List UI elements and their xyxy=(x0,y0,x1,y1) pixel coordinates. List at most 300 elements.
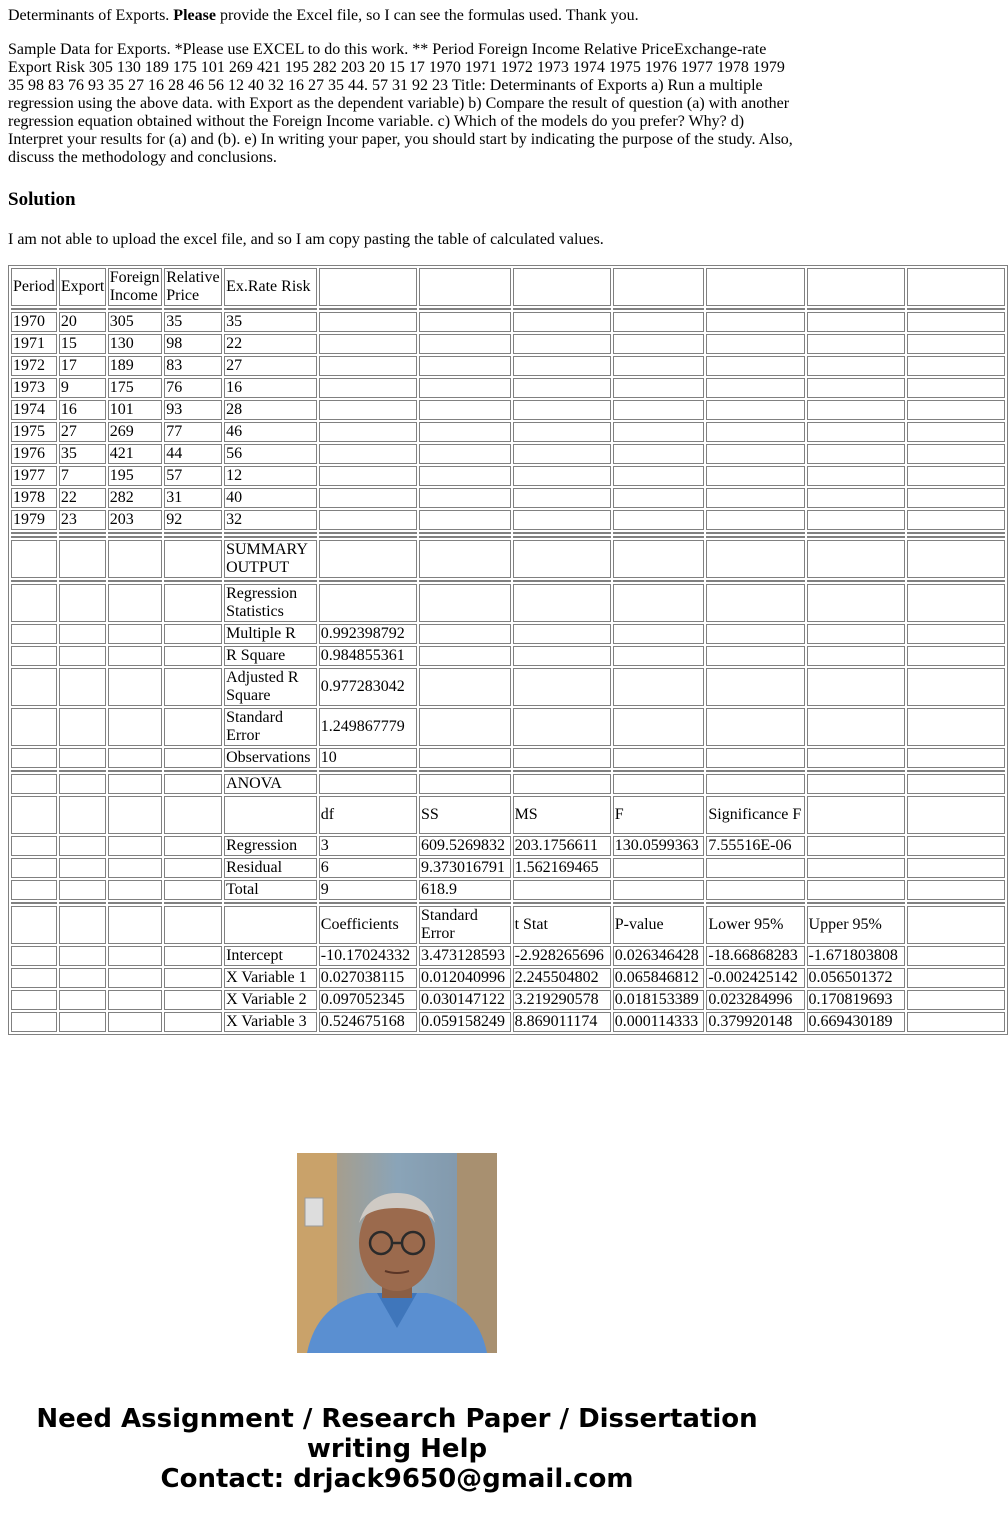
table-cell: 0.170819693 xyxy=(807,990,905,1010)
table-cell xyxy=(706,488,804,508)
table-cell xyxy=(706,400,804,420)
table-cell: 76 xyxy=(164,378,222,398)
table-cell xyxy=(613,308,705,310)
table-cell xyxy=(706,334,804,354)
table-cell: 282 xyxy=(108,488,163,508)
table-cell xyxy=(319,540,417,578)
regression-table xyxy=(8,265,1008,1035)
table-cell xyxy=(164,858,222,878)
table-cell xyxy=(59,796,106,834)
table-cell xyxy=(319,268,417,306)
table-cell: X Variable 2 xyxy=(224,990,317,1010)
table-cell xyxy=(11,540,57,578)
table-cell xyxy=(706,584,804,622)
table-cell xyxy=(108,748,163,768)
table-cell xyxy=(706,624,804,644)
table-cell xyxy=(907,540,1005,578)
table-cell xyxy=(108,540,163,578)
table-cell xyxy=(164,540,222,578)
table-cell: 0.992398792 xyxy=(319,624,417,644)
table-cell xyxy=(108,646,163,666)
table-cell: Standard Error xyxy=(224,708,317,746)
table-cell xyxy=(108,708,163,746)
table-cell: 57 xyxy=(164,466,222,486)
table-cell xyxy=(807,378,905,398)
stat-row xyxy=(11,708,1005,746)
stat-row xyxy=(11,748,1005,768)
table-cell: Relative Price xyxy=(164,268,222,306)
table-viewport xyxy=(8,265,898,1035)
table-cell xyxy=(706,378,804,398)
table-cell xyxy=(108,774,163,794)
table-cell xyxy=(108,308,163,310)
table-cell xyxy=(613,902,705,904)
table-cell: Export xyxy=(59,268,106,306)
table-cell xyxy=(319,466,417,486)
table-cell: 195 xyxy=(108,466,163,486)
table-cell xyxy=(59,646,106,666)
table-cell: Significance F xyxy=(706,796,804,834)
table-cell: 189 xyxy=(108,356,163,376)
table-cell: 28 xyxy=(224,400,317,420)
table-cell xyxy=(59,770,106,772)
promo-contact: Contact: drjack9650@gmail.com xyxy=(160,1464,634,1494)
table-cell: 1971 xyxy=(11,334,57,354)
solution-intro: I am not able to upload the excel file, and so I am copy pasting the table of calculated values. xyxy=(8,231,604,248)
table-cell: Period xyxy=(11,268,57,306)
table-cell xyxy=(807,532,905,534)
table-cell xyxy=(907,708,1005,746)
table-cell xyxy=(807,422,905,442)
table-cell xyxy=(108,836,163,856)
table-cell xyxy=(907,312,1005,332)
coefficients-header-row xyxy=(11,906,1005,944)
table-cell xyxy=(11,946,57,966)
table-cell: 0.065846812 xyxy=(613,968,705,988)
table-cell xyxy=(11,902,57,904)
table-cell xyxy=(319,584,417,622)
table-cell xyxy=(613,444,705,464)
table-cell xyxy=(907,422,1005,442)
table-cell xyxy=(164,580,222,582)
table-cell: 3 xyxy=(319,836,417,856)
table-cell xyxy=(807,488,905,508)
table-cell xyxy=(706,774,804,794)
table-cell: 0.977283042 xyxy=(319,668,417,706)
solution-heading: Solution xyxy=(8,189,76,210)
table-cell xyxy=(319,356,417,376)
table-spacer-row xyxy=(11,580,1005,582)
table-cell: 27 xyxy=(59,422,106,442)
table-cell: 20 xyxy=(59,312,106,332)
table-cell: 7.55516E-06 xyxy=(706,836,804,856)
table-cell: F xyxy=(613,796,705,834)
table-cell: 17 xyxy=(59,356,106,376)
table-cell xyxy=(419,308,511,310)
table-cell xyxy=(164,880,222,900)
table-cell xyxy=(59,708,106,746)
table-cell xyxy=(164,774,222,794)
table-cell: 1973 xyxy=(11,378,57,398)
table-cell xyxy=(419,488,511,508)
table-cell xyxy=(513,466,611,486)
table-cell xyxy=(164,836,222,856)
table-cell xyxy=(513,510,611,530)
table-cell xyxy=(807,268,905,306)
table-cell xyxy=(807,624,905,644)
data-row xyxy=(11,312,1005,332)
table-cell xyxy=(513,444,611,464)
table-cell xyxy=(513,400,611,420)
summary-output-row xyxy=(11,540,1005,578)
table-cell xyxy=(907,774,1005,794)
table-cell xyxy=(419,536,511,538)
table-cell xyxy=(108,858,163,878)
table-cell xyxy=(419,540,511,578)
table-cell: 0.027038115 xyxy=(319,968,417,988)
table-cell xyxy=(613,334,705,354)
table-cell xyxy=(807,796,905,834)
table-cell xyxy=(319,308,417,310)
table-cell xyxy=(706,540,804,578)
table-cell xyxy=(319,312,417,332)
question-title: Determinants of Exports. Please provide the Excel file, so I can see the formulas used. Thank you. xyxy=(8,7,639,24)
table-cell: Lower 95% xyxy=(706,906,804,944)
table-cell xyxy=(59,902,106,904)
table-cell: -1.671803808 xyxy=(807,946,905,966)
table-cell xyxy=(11,584,57,622)
table-cell xyxy=(59,990,106,1010)
table-cell xyxy=(319,580,417,582)
table-cell xyxy=(11,580,57,582)
table-cell xyxy=(11,858,57,878)
data-row xyxy=(11,466,1005,486)
table-cell xyxy=(164,624,222,644)
table-cell xyxy=(513,708,611,746)
table-cell: Coefficients xyxy=(319,906,417,944)
table-cell xyxy=(108,668,163,706)
table-cell: t Stat xyxy=(513,906,611,944)
table-cell xyxy=(319,532,417,534)
question-title-bold: Please xyxy=(173,7,216,24)
table-cell xyxy=(419,378,511,398)
table-cell xyxy=(907,906,1005,944)
table-cell xyxy=(224,532,317,534)
table-cell xyxy=(419,532,511,534)
table-cell xyxy=(613,580,705,582)
table-cell xyxy=(807,308,905,310)
table-cell: 0.379920148 xyxy=(706,1012,804,1032)
table-cell xyxy=(706,532,804,534)
table-cell: 130.0599363 xyxy=(613,836,705,856)
table-cell: 1972 xyxy=(11,356,57,376)
table-cell xyxy=(613,536,705,538)
table-cell xyxy=(419,748,511,768)
table-cell xyxy=(419,334,511,354)
table-cell xyxy=(11,536,57,538)
anova-label-row xyxy=(11,774,1005,794)
table-cell xyxy=(613,510,705,530)
table-cell: 0.059158249 xyxy=(419,1012,511,1032)
table-cell xyxy=(419,580,511,582)
data-row xyxy=(11,488,1005,508)
table-cell xyxy=(807,510,905,530)
table-cell xyxy=(164,796,222,834)
table-spacer-row xyxy=(11,902,1005,904)
table-cell xyxy=(164,708,222,746)
table-cell xyxy=(907,308,1005,310)
table-cell xyxy=(11,968,57,988)
table-cell xyxy=(613,624,705,644)
table-cell: 1.562169465 xyxy=(513,858,611,878)
table-cell xyxy=(613,312,705,332)
regression-statistics-row xyxy=(11,584,1005,622)
table-cell xyxy=(706,536,804,538)
table-cell xyxy=(513,356,611,376)
table-cell xyxy=(319,444,417,464)
table-cell xyxy=(11,796,57,834)
table-cell xyxy=(59,540,106,578)
table-cell xyxy=(613,540,705,578)
table-cell: 203 xyxy=(108,510,163,530)
table-cell xyxy=(807,536,905,538)
table-cell xyxy=(807,540,905,578)
coefficients-row xyxy=(11,1012,1005,1032)
table-cell: 27 xyxy=(224,356,317,376)
table-cell: Standard Error xyxy=(419,906,511,944)
table-cell: 0.018153389 xyxy=(613,990,705,1010)
promo-line-2: writing Help xyxy=(306,1434,488,1464)
table-cell xyxy=(807,880,905,900)
stat-row xyxy=(11,668,1005,706)
table-cell xyxy=(807,334,905,354)
table-cell xyxy=(419,510,511,530)
table-cell xyxy=(807,580,905,582)
table-cell xyxy=(164,668,222,706)
table-cell xyxy=(613,748,705,768)
table-cell xyxy=(907,748,1005,768)
table-cell: Regression Statistics xyxy=(224,584,317,622)
table-cell xyxy=(164,770,222,772)
table-cell xyxy=(419,356,511,376)
table-cell xyxy=(907,510,1005,530)
table-cell xyxy=(59,836,106,856)
table-cell xyxy=(59,748,106,768)
table-cell xyxy=(164,902,222,904)
table-cell: 1.249867779 xyxy=(319,708,417,746)
table-cell xyxy=(59,580,106,582)
table-cell xyxy=(11,880,57,900)
table-cell xyxy=(419,400,511,420)
table-cell xyxy=(907,880,1005,900)
table-cell: 9 xyxy=(319,880,417,900)
table-cell xyxy=(224,580,317,582)
table-cell xyxy=(807,584,905,622)
table-cell: 6 xyxy=(319,858,417,878)
table-cell: 46 xyxy=(224,422,317,442)
table-cell xyxy=(706,422,804,442)
table-cell xyxy=(108,1012,163,1032)
table-cell: 0.026346428 xyxy=(613,946,705,966)
table-cell xyxy=(419,668,511,706)
table-cell xyxy=(59,1012,106,1032)
table-cell: MS xyxy=(513,796,611,834)
table-cell xyxy=(613,466,705,486)
table-cell: 93 xyxy=(164,400,222,420)
table-cell xyxy=(319,334,417,354)
table-cell xyxy=(513,536,611,538)
table-cell xyxy=(419,584,511,622)
table-cell: Regression xyxy=(224,836,317,856)
table-cell xyxy=(11,668,57,706)
table-cell xyxy=(319,378,417,398)
table-cell xyxy=(319,422,417,442)
table-cell: 15 xyxy=(59,334,106,354)
table-cell: 35 xyxy=(59,444,106,464)
table-cell xyxy=(706,580,804,582)
table-cell xyxy=(11,990,57,1010)
table-cell xyxy=(419,646,511,666)
table-cell xyxy=(706,646,804,666)
table-cell xyxy=(907,488,1005,508)
table-cell: 8.869011174 xyxy=(513,1012,611,1032)
table-cell xyxy=(706,748,804,768)
table-cell: -18.66868283 xyxy=(706,946,804,966)
table-cell xyxy=(613,880,705,900)
table-cell xyxy=(513,580,611,582)
table-cell: -2.928265696 xyxy=(513,946,611,966)
table-cell xyxy=(807,356,905,376)
table-cell xyxy=(59,774,106,794)
table-cell xyxy=(706,268,804,306)
table-spacer-row xyxy=(11,536,1005,538)
table-cell xyxy=(59,308,106,310)
table-cell xyxy=(513,770,611,772)
table-cell xyxy=(108,532,163,534)
table-cell xyxy=(108,902,163,904)
table-cell: ANOVA xyxy=(224,774,317,794)
table-cell xyxy=(613,668,705,706)
table-cell xyxy=(108,580,163,582)
table-cell: 9 xyxy=(59,378,106,398)
table-cell xyxy=(164,536,222,538)
table-cell: X Variable 3 xyxy=(224,1012,317,1032)
table-cell: 101 xyxy=(108,400,163,420)
stat-row xyxy=(11,624,1005,644)
table-cell xyxy=(907,584,1005,622)
table-cell xyxy=(907,334,1005,354)
table-cell xyxy=(513,624,611,644)
table-cell: Residual xyxy=(224,858,317,878)
table-cell xyxy=(164,906,222,944)
data-row xyxy=(11,444,1005,464)
table-cell: -0.002425142 xyxy=(706,968,804,988)
table-cell: R Square xyxy=(224,646,317,666)
table-cell xyxy=(59,880,106,900)
table-cell: X Variable 1 xyxy=(224,968,317,988)
table-cell xyxy=(11,836,57,856)
table-cell: 269 xyxy=(108,422,163,442)
data-row xyxy=(11,510,1005,530)
table-cell: 618.9 xyxy=(419,880,511,900)
data-row xyxy=(11,356,1005,376)
table-cell: 1976 xyxy=(11,444,57,464)
table-cell xyxy=(164,990,222,1010)
table-cell: 421 xyxy=(108,444,163,464)
table-cell xyxy=(11,1012,57,1032)
table-cell: 98 xyxy=(164,334,222,354)
table-cell: Adjusted R Square xyxy=(224,668,317,706)
table-cell xyxy=(164,308,222,310)
table-cell xyxy=(907,796,1005,834)
table-cell xyxy=(706,770,804,772)
table-cell xyxy=(613,708,705,746)
table-cell: SUMMARY OUTPUT xyxy=(224,540,317,578)
table-cell: SS xyxy=(419,796,511,834)
table-cell xyxy=(59,624,106,644)
table-cell: 23 xyxy=(59,510,106,530)
table-cell: 44 xyxy=(164,444,222,464)
table-cell xyxy=(513,312,611,332)
table-cell xyxy=(513,532,611,534)
table-cell: 77 xyxy=(164,422,222,442)
table-spacer-row xyxy=(11,308,1005,310)
table-cell: Ex.Rate Risk xyxy=(224,268,317,306)
table-cell xyxy=(11,308,57,310)
table-cell xyxy=(513,902,611,904)
table-cell xyxy=(613,488,705,508)
table-cell xyxy=(907,378,1005,398)
table-cell xyxy=(224,902,317,904)
table-cell xyxy=(706,356,804,376)
table-cell xyxy=(319,902,417,904)
table-cell xyxy=(224,906,317,944)
table-cell xyxy=(807,902,905,904)
tutor-photo xyxy=(297,1153,497,1353)
table-cell xyxy=(613,858,705,878)
table-cell xyxy=(513,774,611,794)
document-body xyxy=(8,7,898,1035)
coefficients-row xyxy=(11,990,1005,1010)
table-cell xyxy=(11,748,57,768)
table-cell xyxy=(419,312,511,332)
table-cell xyxy=(706,902,804,904)
table-cell xyxy=(319,510,417,530)
table-cell: 10 xyxy=(319,748,417,768)
table-cell xyxy=(108,624,163,644)
table-cell xyxy=(706,668,804,706)
table-cell: 92 xyxy=(164,510,222,530)
table-cell xyxy=(706,708,804,746)
table-cell: 7 xyxy=(59,466,106,486)
table-cell xyxy=(907,770,1005,772)
table-cell xyxy=(907,858,1005,878)
table-cell xyxy=(108,880,163,900)
table-cell xyxy=(706,444,804,464)
table-cell xyxy=(706,510,804,530)
table-cell xyxy=(419,444,511,464)
table-cell xyxy=(513,748,611,768)
table-cell: 305 xyxy=(108,312,163,332)
table-cell xyxy=(907,532,1005,534)
table-cell: 2.245504802 xyxy=(513,968,611,988)
table-cell xyxy=(59,968,106,988)
table-cell: 130 xyxy=(108,334,163,354)
table-cell: 40 xyxy=(224,488,317,508)
table-cell xyxy=(164,532,222,534)
table-cell xyxy=(613,646,705,666)
table-cell: 56 xyxy=(224,444,317,464)
